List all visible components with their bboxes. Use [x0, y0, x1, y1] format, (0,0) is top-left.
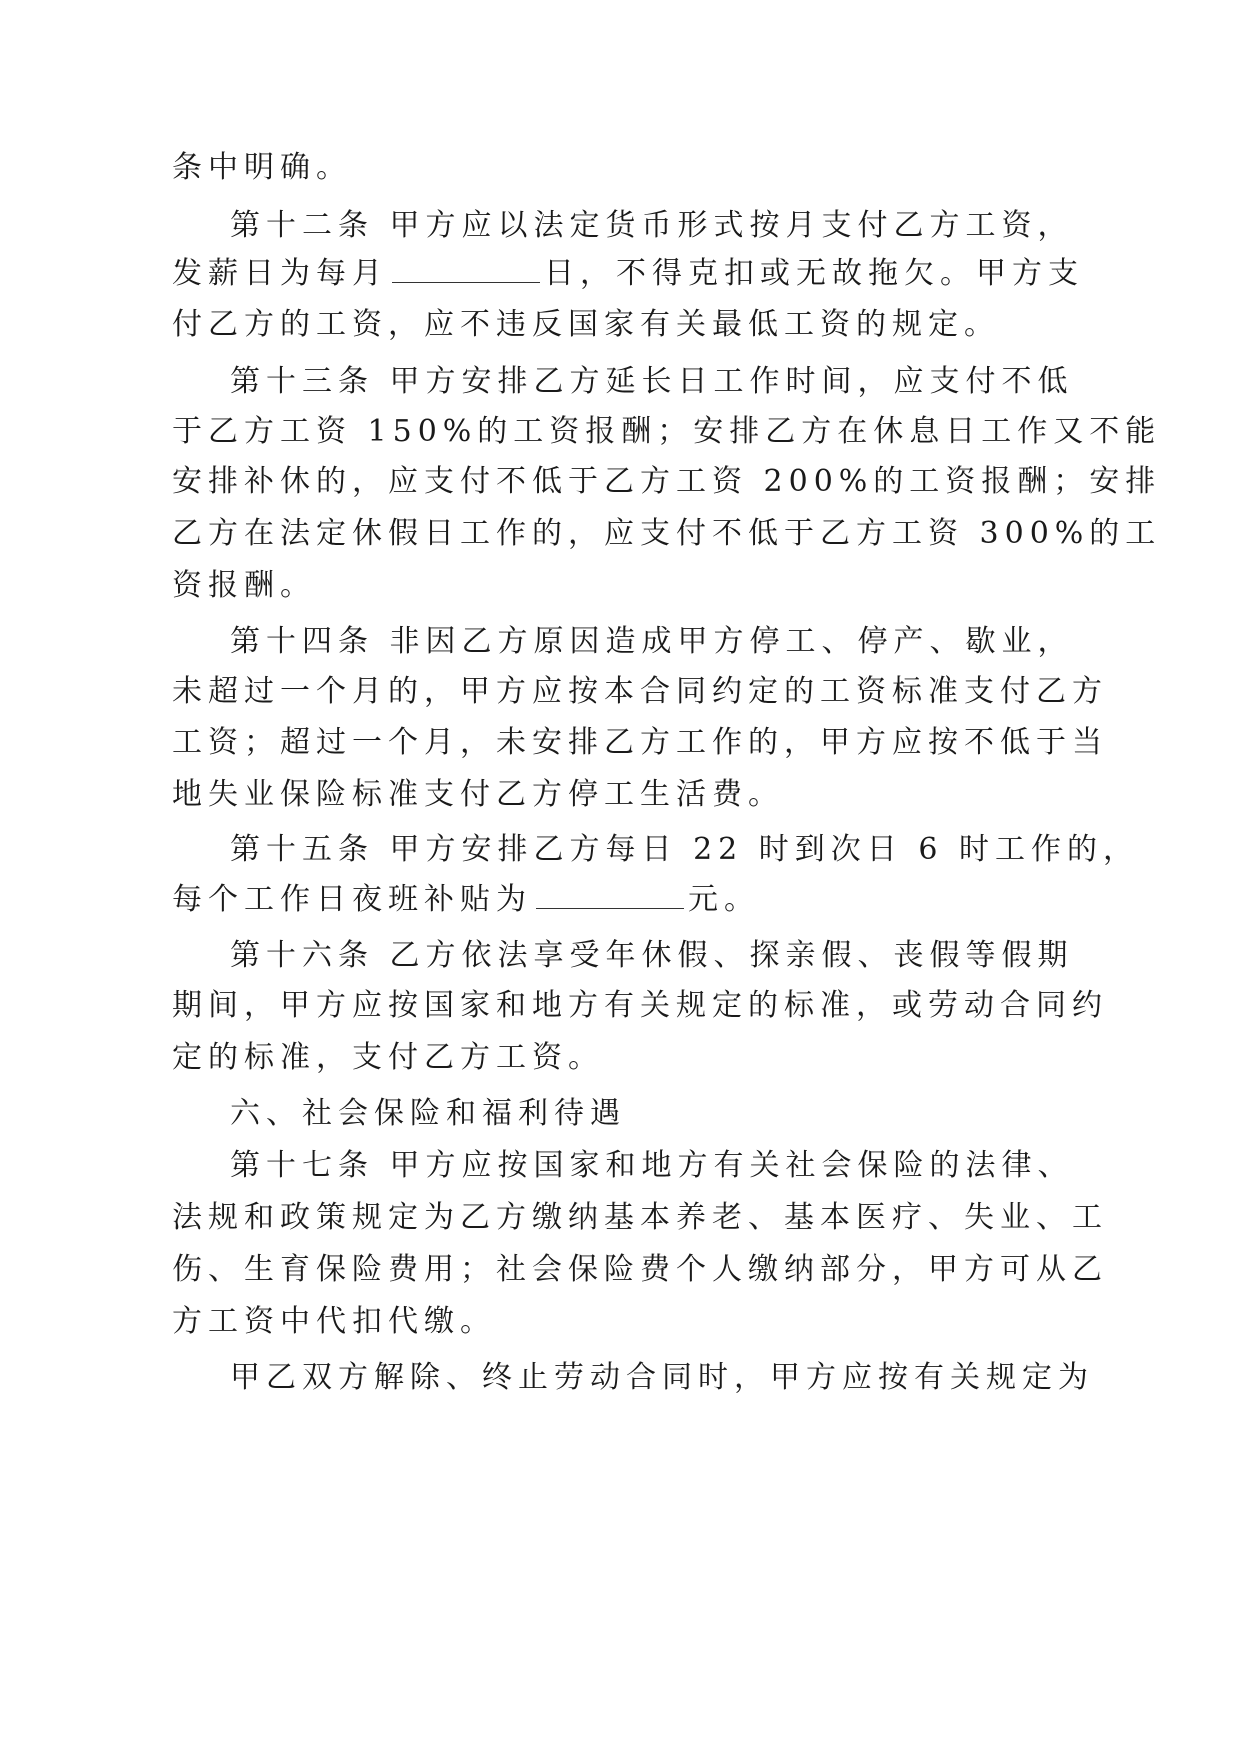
- article-15-heading-line: 第十五条 甲方安排乙方每日 22 时到次日 6 时工作的，: [230, 832, 1139, 867]
- article-12-heading-line: 第十二条 甲方应以法定货币形式按月支付乙方工资，: [230, 208, 1074, 243]
- text-line: 于乙方工资 150%的工资报酬；安排乙方在休息日工作又不能: [172, 414, 1162, 449]
- payday-blank-field[interactable]: [392, 254, 540, 283]
- text-line: 安排补休的，应支付不低于乙方工资 200%的工资报酬；安排: [172, 464, 1162, 499]
- text-line: 资报酬。: [172, 568, 316, 603]
- text-segment: 日，不得克扣或无故拖欠。甲方支: [544, 256, 1084, 291]
- text-line: 法规和政策规定为乙方缴纳基本养老、基本医疗、失业、工: [172, 1200, 1108, 1235]
- text-line: 定的标准，支付乙方工资。: [172, 1040, 604, 1075]
- text-line: 甲乙双方解除、终止劳动合同时，甲方应按有关规定为: [230, 1360, 1094, 1395]
- text-line: 地失业保险标准支付乙方停工生活费。: [172, 777, 784, 812]
- article-16-heading-line: 第十六条 乙方依法享受年休假、探亲假、丧假等假期: [230, 938, 1074, 973]
- text-segment: 发薪日为每月: [172, 256, 388, 291]
- text-line: 未超过一个月的，甲方应按本合同约定的工资标准支付乙方: [172, 674, 1108, 709]
- article-17-heading-line: 第十七条 甲方应按国家和地方有关社会保险的法律、: [230, 1148, 1074, 1183]
- text-line: 伤、生育保险费用；社会保险费个人缴纳部分，甲方可从乙: [172, 1252, 1108, 1287]
- text-line: 期间，甲方应按国家和地方有关规定的标准，或劳动合同约: [172, 988, 1108, 1023]
- text-segment: 元。: [688, 882, 760, 917]
- text-line: 付乙方的工资，应不违反国家有关最低工资的规定。: [172, 307, 1000, 342]
- section-heading: 六、社会保险和福利待遇: [230, 1096, 626, 1131]
- text-line: 工资；超过一个月，未安排乙方工作的，甲方应按不低于当: [172, 725, 1108, 760]
- night-allowance-blank-field[interactable]: [536, 880, 684, 909]
- text-line-with-blank: [0, 880, 1241, 920]
- text-line: 条中明确。: [172, 150, 352, 185]
- text-line: 乙方在法定休假日工作的，应支付不低于乙方工资 300%的工: [172, 516, 1162, 551]
- article-14-heading-line: 第十四条 非因乙方原因造成甲方停工、停产、歇业，: [230, 624, 1074, 659]
- text-line-with-blank: [0, 254, 1241, 294]
- text-segment: 每个工作日夜班补贴为: [172, 882, 532, 917]
- article-13-heading-line: 第十三条 甲方安排乙方延长日工作时间，应支付不低: [230, 364, 1074, 399]
- text-line: 方工资中代扣代缴。: [172, 1304, 496, 1339]
